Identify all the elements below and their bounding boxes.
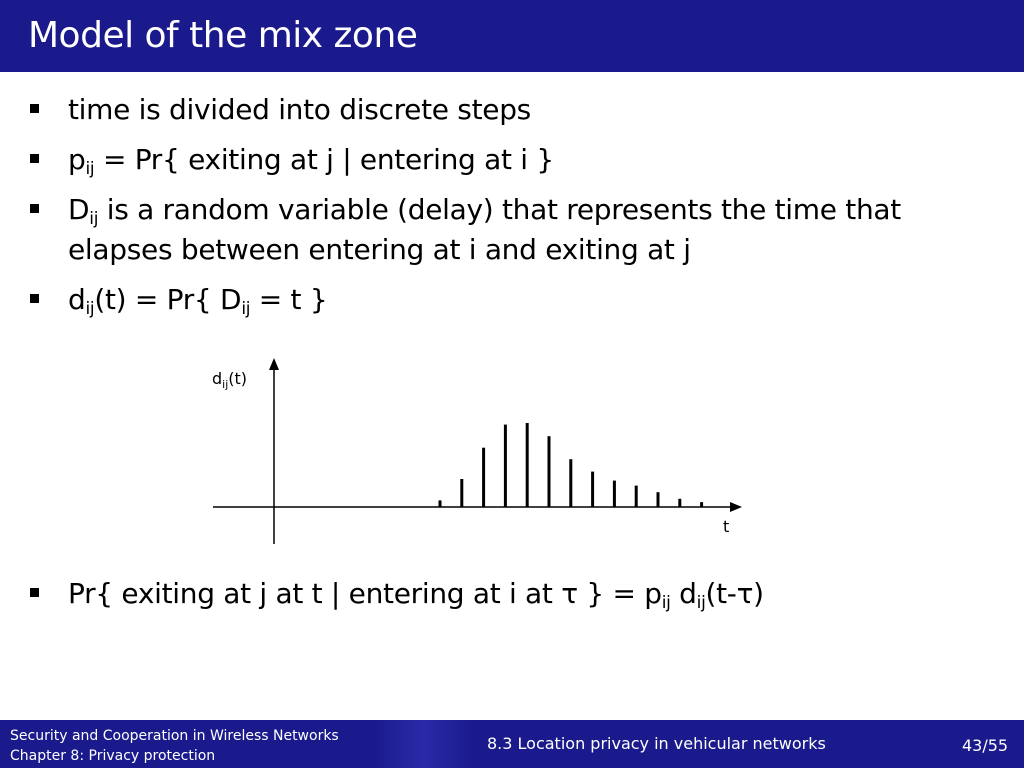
page-number: 43/55 [962,736,1009,755]
footer-course-box [0,720,372,768]
subscript: ij [89,209,99,229]
bar [439,500,442,507]
x-axis-arrow-icon [730,502,742,512]
bullet-text-part: is a random variable (delay) that represents the time that elapses between entering at i and exiting at j [68,193,901,266]
bullet-text-part: time is divided into discrete steps [68,93,531,126]
footer-course-title: Security and Cooperation in Wireless Networks [10,728,339,744]
bar [591,472,594,507]
subscript: ij [85,299,95,319]
subscript: ij [85,159,95,179]
bullet-text-part: D [68,193,90,226]
slide-title: Model of the mix zone [28,15,418,56]
bar [700,502,703,507]
bar [657,492,660,507]
subscript: ij [696,593,706,613]
bar [635,486,638,507]
bar [460,479,463,507]
y-axis-arrow-icon [269,358,279,370]
bar-group [439,423,704,507]
bullet-text-part: = Pr{ exiting at j | entering at i } [94,143,554,176]
bar [482,448,485,507]
bullet-text-part: d [670,577,697,610]
bullet-text-part: (t) = Pr{ D [94,283,242,316]
bar [548,436,551,507]
footer-divider [372,720,474,768]
footer-section: 8.3 Location privacy in vehicular networks [487,734,826,753]
bar [526,423,529,507]
bullet-text-part: d [68,283,86,316]
subscript: ij [661,593,671,613]
bullet-text-part: (t-τ) [705,577,764,610]
bar [569,459,572,507]
bullet-text-part: = t } [250,283,328,316]
subscript: ij [241,299,251,319]
bullet-text-part: Pr{ exiting at j at t | entering at i at τ } = p [68,577,662,610]
y-axis-label: $d_{ij}(t)$ [212,369,248,391]
footer-chapter: Chapter 8: Privacy protection [10,748,216,764]
bullet-text-part: p [68,143,86,176]
footer-section-box [474,720,942,768]
bar [678,499,681,507]
x-axis-label: t [723,517,730,536]
footer-page-box [942,720,1024,768]
bar [613,481,616,507]
bar [504,425,507,507]
